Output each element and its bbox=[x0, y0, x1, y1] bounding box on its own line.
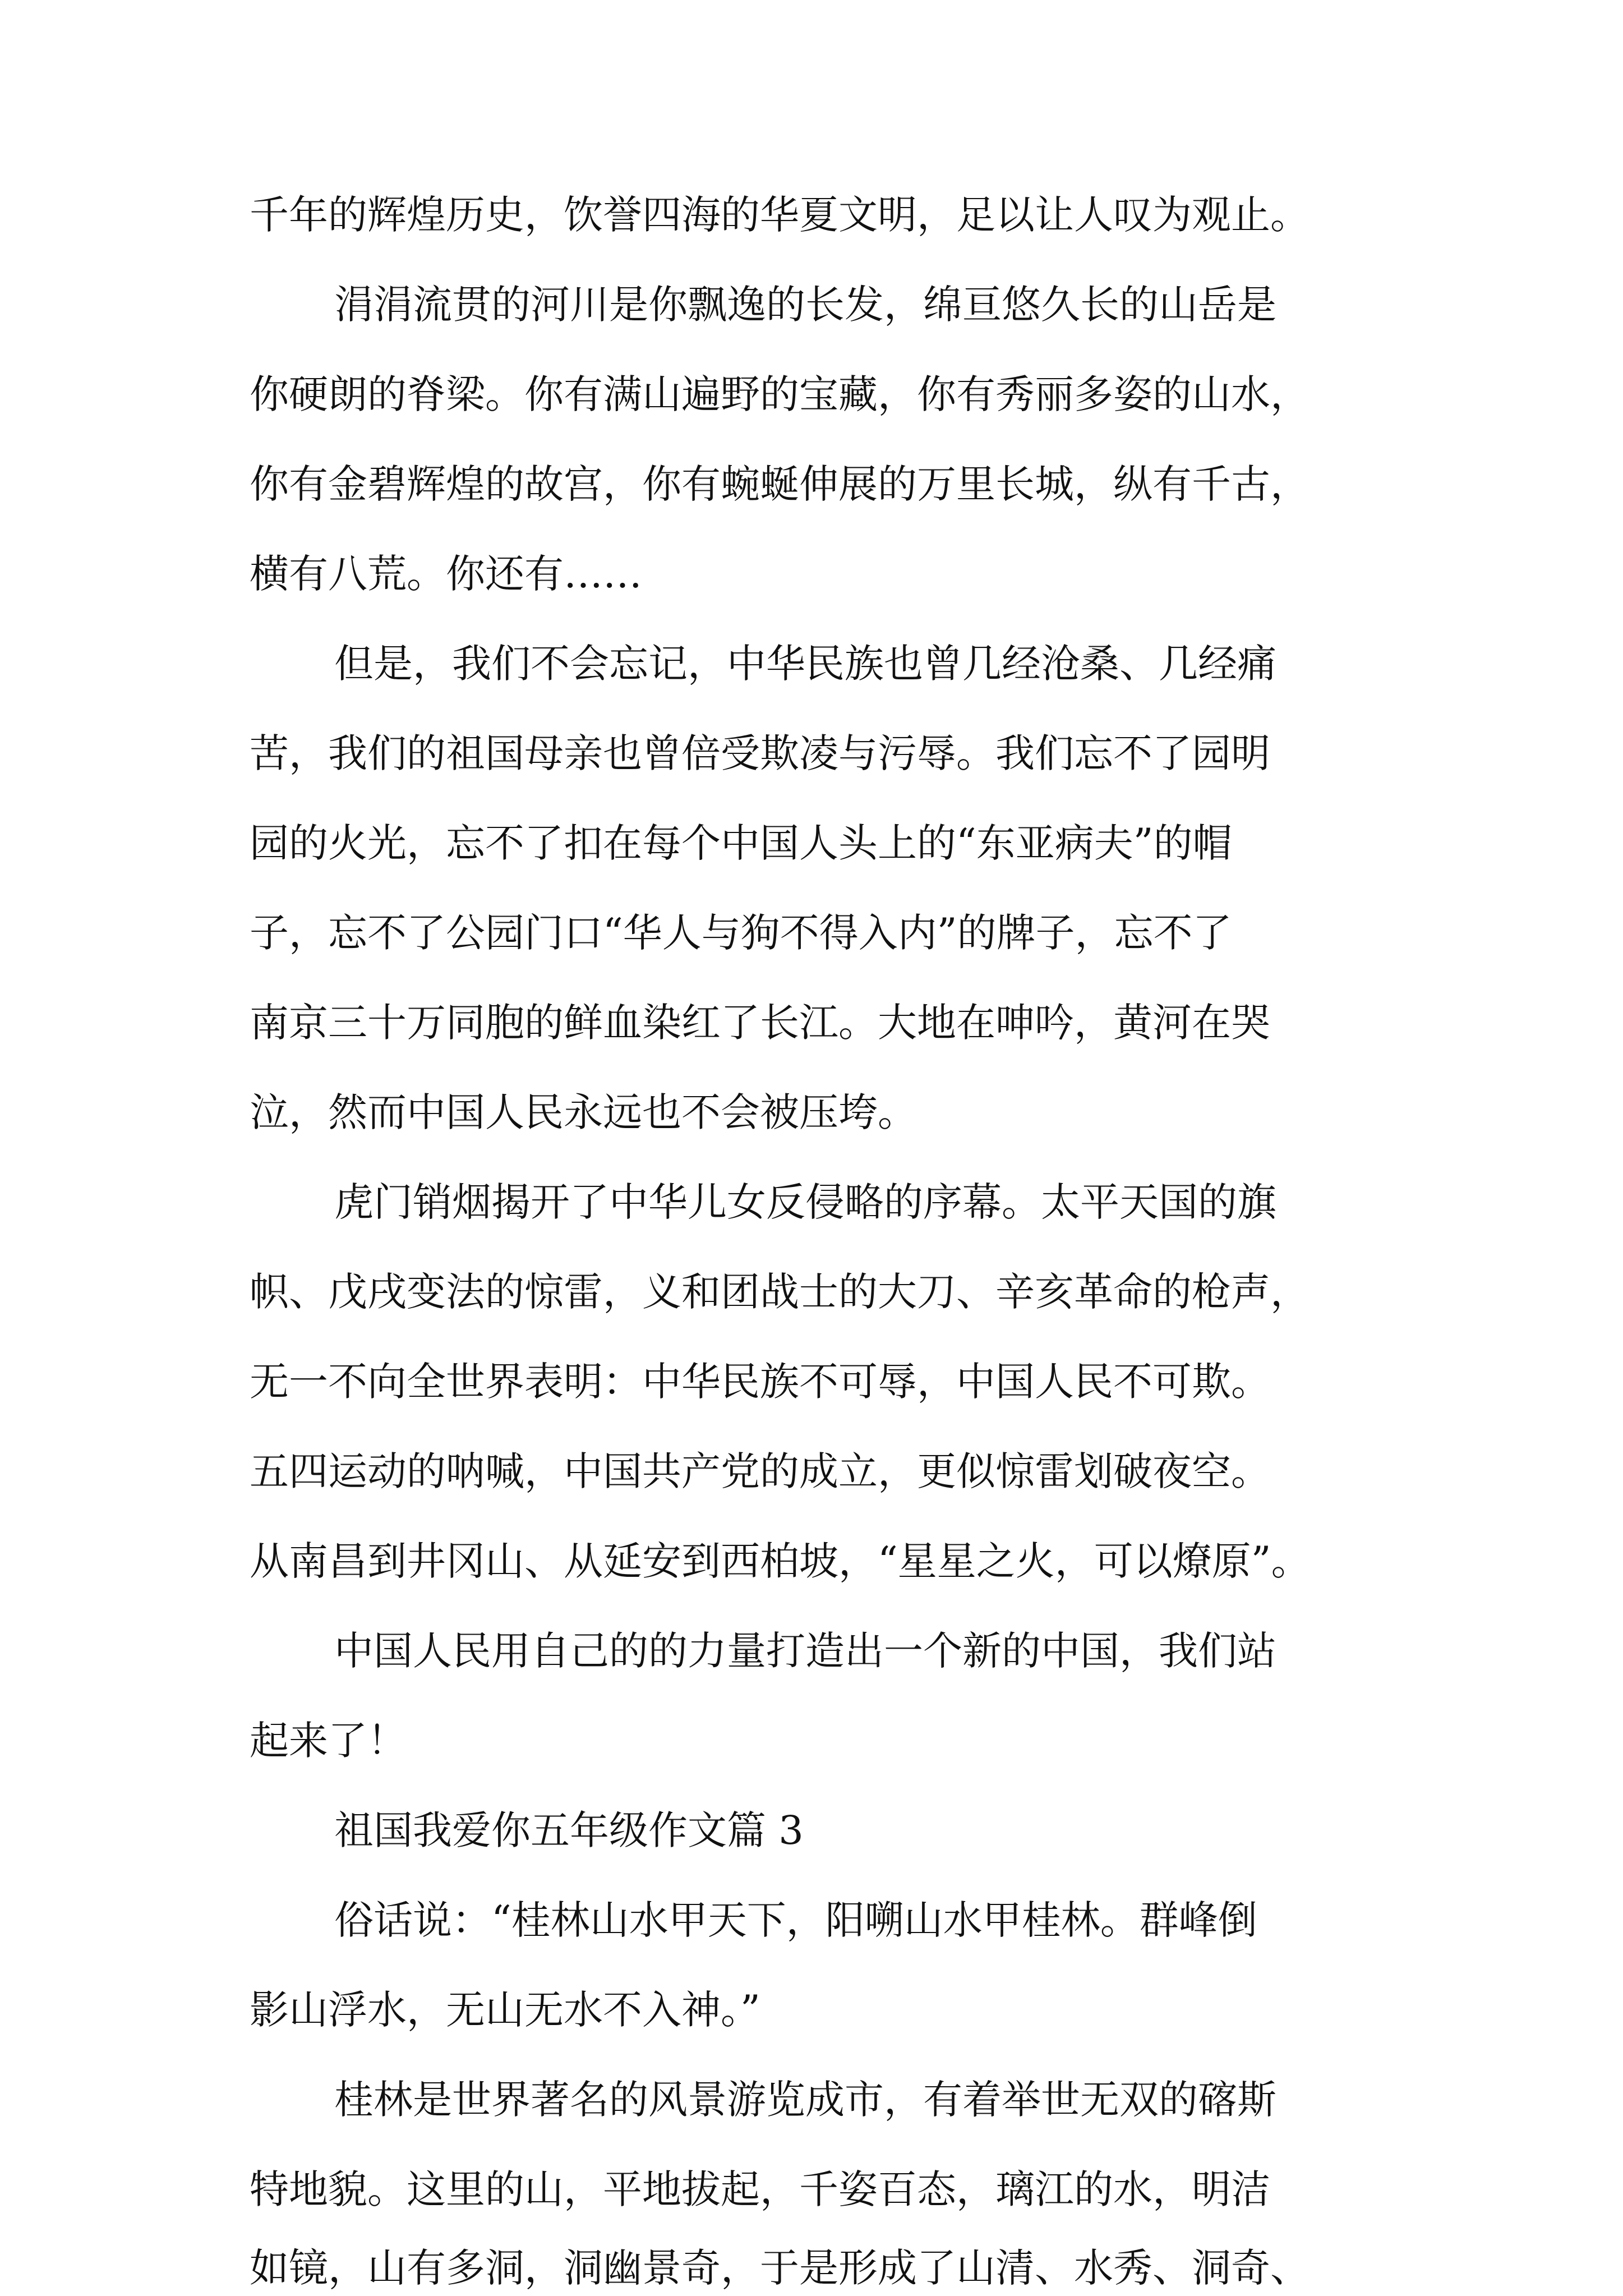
text-line: 泣，然而中国人民永远也不会被压垮。 bbox=[250, 1089, 917, 1135]
text-line: 但是，我们不会忘记，中华民族也曾几经沧桑、几经痛 bbox=[334, 641, 1276, 687]
text-line: 子，忘不了公园门口“华人与狗不得入内”的牌子，忘不了 bbox=[250, 910, 1232, 956]
text-line: 无一不向全世界表明：中华民族不可辱，中国人民不可欺。 bbox=[250, 1359, 1270, 1405]
text-line: 涓涓流贯的河川是你飘逸的长发，绵亘悠久长的山岳是 bbox=[334, 282, 1276, 328]
text-line: 特地貌。这里的山，平地拔起，千姿百态，璃江的水，明洁 bbox=[250, 2166, 1270, 2212]
text-line: 帜、戊戌变法的惊雷，义和团战士的大刀、辛亥革命的枪声， bbox=[250, 1269, 1310, 1315]
text-line: 中国人民用自己的的力量打造出一个新的中国，我们站 bbox=[334, 1628, 1276, 1674]
text-line: 你硬朗的脊梁。你有满山遍野的宝藏，你有秀丽多姿的山水， bbox=[250, 371, 1310, 417]
text-line: 虎门销烟揭开了中华儿女反侵略的序幕。太平天国的旗 bbox=[334, 1179, 1276, 1225]
text-line: 千年的辉煌历史，饮誉四海的华夏文明，足以让人叹为观止。 bbox=[250, 192, 1310, 238]
section-heading: 祖国我爱你五年级作文篇 3 bbox=[334, 1807, 804, 1853]
text-line: 起来了！ bbox=[250, 1718, 407, 1764]
text-line: 如镜，山有多洞，洞幽景奇，于是形成了山清、水秀、洞奇、 bbox=[250, 2245, 1310, 2291]
text-line: 从南昌到井冈山、从延安到西柏坡，“星星之火，可以燎原”。 bbox=[250, 1538, 1311, 1584]
text-line: 五四运动的呐喊，中国共产党的成立，更似惊雷划破夜空。 bbox=[250, 1448, 1270, 1494]
text-line: 横有八荒。你还有…… bbox=[250, 551, 642, 597]
text-line: 苦，我们的祖国母亲也曾倍受欺凌与污辱。我们忘不了园明 bbox=[250, 730, 1270, 776]
text-line: 桂林是世界著名的风景游览成市，有着举世无双的碦斯 bbox=[334, 2077, 1276, 2123]
text-line: 南京三十万同胞的鲜血染红了长江。大地在呻吟，黄河在哭 bbox=[250, 1000, 1270, 1046]
text-line: 你有金碧辉煌的故宫，你有蜿蜒伸展的万里长城，纵有千古， bbox=[250, 461, 1310, 507]
text-line: 园的火光，忘不了扣在每个中国人头上的“东亚病夫”的帽 bbox=[250, 820, 1232, 866]
text-line: 影山浮水，无山无水不入神。” bbox=[250, 1987, 760, 2033]
text-line: 俗话说：“桂林山水甲天下，阳嗍山水甲桂林。群峰倒 bbox=[334, 1897, 1257, 1943]
